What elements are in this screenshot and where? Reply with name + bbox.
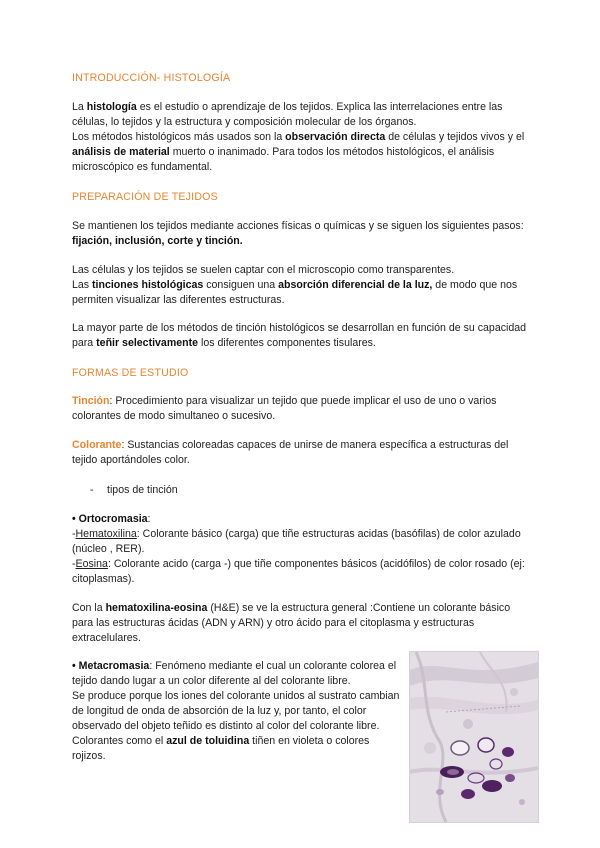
text-run: : Procedimiento para visualizar un tejido que puede implicar el uso de uno o varios colorantes de modo simultaneo o sucesivo. [72,395,497,422]
micrograph-illustration [410,652,538,822]
text-run: : Colorante básico (carga) que tiñe estructuras acidas (basófilas) de color azulado (núcleo , RER). [72,528,521,555]
term-metacromasia: Metacromasia [78,660,150,672]
definition-colorante [72,438,534,468]
text-run: La mayor parte de los métodos de tinción histológicos se desarrollan en función de su capacidad para [72,322,527,349]
prep-paragraph-2 [72,263,534,308]
term-tincion: Tinción [72,395,110,407]
text-run: Se mantienen los tejidos mediante acciones físicas o químicas y se siguen los siguientes pasos: [72,220,524,232]
text-run: consiguen una [203,279,279,291]
text-run: de modo que nos permiten visualizar las diferentes estructuras. [72,279,518,306]
text-run: Las [72,279,93,291]
text-run: Se produce porque los iones del colorante unidos al sustrato cambian de longitud de onda de absorción de la luz y, por tanto, el color observado del objeto teñido es distinto al color del colorante libre. [72,690,400,732]
text-run: : Sustancias coloreadas capaces de unirse de manera específica a estructuras del tejido aportándoles color. [72,439,509,466]
term-tinciones-histologicas: tinciones histológicas [92,279,204,291]
text-run: : Colorante acido (carga -) que tiñe componentes básicos (acidófilos) de color rosado (ej: citoplasmas). [72,558,525,585]
term-azul-toluidina: azul de toluidina [166,735,250,747]
text-run: de células y tejidos vivos y el [385,131,525,143]
bullet-glyph: • [72,513,79,525]
text-run: Los métodos histológicos más usados son la [72,131,286,143]
definition-tincion [72,394,534,424]
text-run: muerto o inanimado. Para todos los métodos histológicos, el análisis microscópico es fundamental. [72,146,495,173]
prep-paragraph-1 [72,219,534,249]
term-hematoxilina-eosina: hematoxilina-eosina [105,602,208,614]
text-run: es el estudio o aprendizaje de los tejidos. Explica las interrelaciones entre las células, lo tejidos y la estructura y composición molecular de los órganos. [72,101,503,128]
list-item-tipos-tincion [90,483,178,498]
term-histologia: histología [86,101,137,113]
text-run: los diferentes componentes tisulares. [198,337,376,349]
dash-bullet: - [72,558,76,570]
text-run: Las células y los tejidos se suelen captar con el microscopio como transparentes. [72,264,455,276]
text-run: : [147,513,151,525]
text-run: tipos de tinción [107,484,178,496]
text-run: (H&E) se ve la estructura general :Contiene un colorante básico para las estructuras ácidas (ADN y ARN) y otro ácido para el citoplasma y estructuras extracelulares. [72,602,511,644]
term-analisis-material: análisis de material [72,146,170,158]
text-run: tiñen en violeta o colores rojizos. [72,735,370,762]
text-run: : Fenómeno mediante el cual un colorante colorea el tejido dando lugar a un color diferente al del colorante libre. [72,660,397,687]
he-paragraph [72,601,534,646]
term-hematoxilina: Hematoxilina [75,528,137,540]
metachromasia-micrograph [409,651,539,823]
term-eosina: Eosina [75,558,108,570]
section-heading-introduccion: INTRODUCCIÓN- HISTOLOGÍA [72,72,231,84]
text-run: La [72,101,87,113]
term-observacion-directa: observación directa [285,131,386,143]
ortocromasia-block [72,512,534,587]
term-ortocromasia: Ortocromasia [78,513,148,525]
prep-paragraph-3 [72,321,534,351]
intro-paragraph-1 [72,100,534,175]
bullet-glyph: • [72,660,79,672]
dash-bullet: - [72,528,76,540]
term-absorcion-diferencial: absorción diferencial de la luz, [278,279,433,291]
section-heading-preparacion: PREPARACIÓN DE TEJIDOS [72,191,218,203]
term-colorante: Colorante [72,439,122,451]
dash-bullet: - [90,484,94,496]
text-run: Con la [72,602,106,614]
section-heading-formas: FORMAS DE ESTUDIO [72,367,189,379]
text-run: Colorantes como el [72,735,167,747]
term-pasos: fijación, inclusión, corte y tinción. [72,235,243,247]
metacromasia-block [72,659,404,764]
term-tenir-selectivamente: teñir selectivamente [96,337,199,349]
